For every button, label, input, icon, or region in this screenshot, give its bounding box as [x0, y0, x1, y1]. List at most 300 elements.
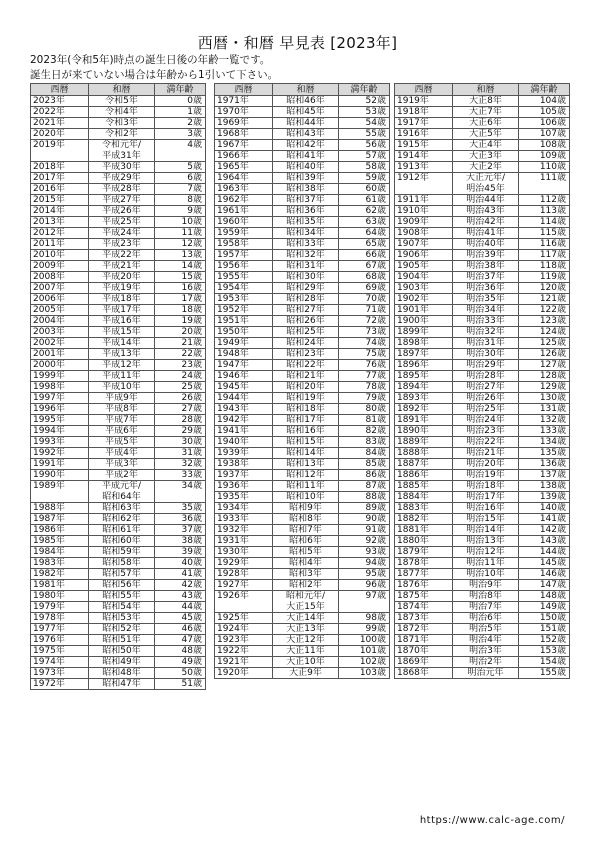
cell-seireki: 1897年 [395, 349, 453, 360]
cell-age: 8歳 [155, 195, 206, 206]
cell-wareki: 昭和56年 [89, 580, 155, 591]
table-row [395, 404, 570, 415]
cell-age: 28歳 [155, 415, 206, 426]
cell-seireki: 1912年 [395, 173, 453, 195]
table-row [31, 129, 206, 140]
cell-wareki: 平成29年 [89, 173, 155, 184]
cell-age: 77歳 [339, 371, 390, 382]
cell-seireki: 1981年 [31, 580, 89, 591]
cell-wareki: 平成22年 [89, 250, 155, 261]
cell-age: 12歳 [155, 239, 206, 250]
table-row [215, 569, 390, 580]
cell-age: 75歳 [339, 349, 390, 360]
table-row [31, 404, 206, 415]
cell-age: 66歳 [339, 250, 390, 261]
table-row [395, 195, 570, 206]
cell-seireki: 1942年 [215, 415, 273, 426]
table-row [31, 338, 206, 349]
cell-seireki: 1940年 [215, 437, 273, 448]
cell-wareki: 昭和37年 [273, 195, 339, 206]
table-row [395, 393, 570, 404]
cell-age: 92歳 [339, 536, 390, 547]
cell-wareki: 大正7年 [453, 107, 519, 118]
cell-seireki: 1960年 [215, 217, 273, 228]
cell-seireki: 1914年 [395, 151, 453, 162]
cell-wareki: 平成9年 [89, 393, 155, 404]
cell-seireki: 1924年 [215, 624, 273, 635]
cell-seireki: 1891年 [395, 415, 453, 426]
cell-wareki: 明治6年 [453, 613, 519, 624]
table-row [395, 657, 570, 668]
cell-wareki: 明治4年 [453, 635, 519, 646]
cell-age: 17歳 [155, 294, 206, 305]
cell-seireki: 1950年 [215, 327, 273, 338]
cell-seireki: 1975年 [31, 646, 89, 657]
cell-wareki: 明治2年 [453, 657, 519, 668]
table-row [215, 404, 390, 415]
table-row [31, 162, 206, 173]
cell-wareki: 昭和22年 [273, 360, 339, 371]
cell-wareki: 昭和21年 [273, 371, 339, 382]
cell-age: 53歳 [339, 107, 390, 118]
cell-wareki: 平成元年/ 昭和64年 [89, 481, 155, 503]
cell-seireki: 2018年 [31, 162, 89, 173]
cell-age: 45歳 [155, 613, 206, 624]
cell-wareki: 明治37年 [453, 272, 519, 283]
cell-wareki: 平成3年 [89, 459, 155, 470]
table-row [31, 635, 206, 646]
cell-age: 93歳 [339, 547, 390, 558]
cell-wareki: 昭和44年 [273, 118, 339, 129]
table-row [31, 602, 206, 613]
cell-seireki: 1937年 [215, 470, 273, 481]
table-row [31, 228, 206, 239]
table-row [215, 646, 390, 657]
cell-wareki: 明治22年 [453, 437, 519, 448]
age-table-3 [394, 83, 570, 679]
table-row [395, 426, 570, 437]
cell-age: 63歳 [339, 217, 390, 228]
table-row [31, 360, 206, 371]
cell-age: 70歳 [339, 294, 390, 305]
cell-wareki: 昭和39年 [273, 173, 339, 184]
cell-wareki: 平成28年 [89, 184, 155, 195]
header-age: 満年齢 [519, 84, 570, 96]
cell-seireki: 2007年 [31, 283, 89, 294]
cell-wareki: 明治38年 [453, 261, 519, 272]
table-row [395, 371, 570, 382]
table-row [395, 514, 570, 525]
cell-age: 98歳 [339, 613, 390, 624]
cell-seireki: 1868年 [395, 668, 453, 679]
cell-age: 61歳 [339, 195, 390, 206]
cell-wareki: 昭和26年 [273, 316, 339, 327]
table-row [395, 569, 570, 580]
table-row [215, 96, 390, 107]
table-row [215, 206, 390, 217]
table-row [215, 536, 390, 547]
cell-seireki: 1911年 [395, 195, 453, 206]
cell-seireki: 1997年 [31, 393, 89, 404]
cell-wareki: 大正2年 [453, 162, 519, 173]
cell-wareki: 明治28年 [453, 371, 519, 382]
cell-wareki: 昭和57年 [89, 569, 155, 580]
cell-wareki: 昭和16年 [273, 426, 339, 437]
cell-seireki: 2000年 [31, 360, 89, 371]
table-row [31, 239, 206, 250]
cell-age: 49歳 [155, 657, 206, 668]
cell-wareki: 明治14年 [453, 525, 519, 536]
cell-seireki: 1890年 [395, 426, 453, 437]
table-row [31, 624, 206, 635]
table-row [215, 481, 390, 492]
cell-seireki: 1896年 [395, 360, 453, 371]
cell-wareki: 昭和元年/ 大正15年 [273, 591, 339, 613]
cell-age: 13歳 [155, 250, 206, 261]
cell-age: 79歳 [339, 393, 390, 404]
table-row [31, 206, 206, 217]
table-row [31, 195, 206, 206]
cell-seireki: 1913年 [395, 162, 453, 173]
cell-wareki: 平成21年 [89, 261, 155, 272]
table-row [31, 382, 206, 393]
table-row [215, 250, 390, 261]
table-row [395, 206, 570, 217]
table-row [395, 338, 570, 349]
cell-age: 68歳 [339, 272, 390, 283]
table-row [215, 107, 390, 118]
table-row [31, 349, 206, 360]
cell-seireki: 2023年 [31, 96, 89, 107]
table-row [395, 360, 570, 371]
cell-age: 113歳 [519, 206, 570, 217]
cell-seireki: 1930年 [215, 547, 273, 558]
cell-seireki: 2019年 [31, 140, 89, 162]
cell-seireki: 1904年 [395, 272, 453, 283]
cell-age: 101歳 [339, 646, 390, 657]
cell-seireki: 1918年 [395, 107, 453, 118]
cell-age: 133歳 [519, 426, 570, 437]
cell-wareki: 昭和3年 [273, 569, 339, 580]
table-row [215, 448, 390, 459]
cell-wareki: 明治10年 [453, 569, 519, 580]
cell-wareki: 平成30年 [89, 162, 155, 173]
note-line-2: 誕生日が来ていない場合は年齢から1引いて下さい。 [30, 69, 279, 81]
cell-age: 104歳 [519, 96, 570, 107]
cell-age: 78歳 [339, 382, 390, 393]
cell-age: 16歳 [155, 283, 206, 294]
cell-seireki: 1949年 [215, 338, 273, 349]
cell-seireki: 1875年 [395, 591, 453, 602]
cell-age: 10歳 [155, 217, 206, 228]
cell-age: 50歳 [155, 668, 206, 679]
table-row [31, 272, 206, 283]
table-row [395, 305, 570, 316]
cell-age: 145歳 [519, 558, 570, 569]
cell-wareki: 平成25年 [89, 217, 155, 228]
table-row [31, 184, 206, 195]
cell-seireki: 1952年 [215, 305, 273, 316]
cell-seireki: 1953年 [215, 294, 273, 305]
cell-age: 26歳 [155, 393, 206, 404]
cell-age: 52歳 [339, 96, 390, 107]
cell-age: 96歳 [339, 580, 390, 591]
cell-seireki: 1984年 [31, 547, 89, 558]
cell-seireki: 1917年 [395, 118, 453, 129]
cell-seireki: 2017年 [31, 173, 89, 184]
cell-seireki: 1987年 [31, 514, 89, 525]
cell-age: 109歳 [519, 151, 570, 162]
cell-wareki: 昭和12年 [273, 470, 339, 481]
cell-age: 15歳 [155, 272, 206, 283]
table-row [215, 371, 390, 382]
cell-seireki: 1994年 [31, 426, 89, 437]
cell-wareki: 昭和60年 [89, 536, 155, 547]
table-row [31, 470, 206, 481]
cell-wareki: 昭和24年 [273, 338, 339, 349]
cell-seireki: 1900年 [395, 316, 453, 327]
table-row [215, 261, 390, 272]
table-row [215, 657, 390, 668]
cell-age: 71歳 [339, 305, 390, 316]
cell-wareki: 平成15年 [89, 327, 155, 338]
cell-age: 83歳 [339, 437, 390, 448]
cell-age: 142歳 [519, 525, 570, 536]
cell-age: 58歳 [339, 162, 390, 173]
cell-seireki: 1941年 [215, 426, 273, 437]
cell-wareki: 明治32年 [453, 327, 519, 338]
cell-wareki: 昭和19年 [273, 393, 339, 404]
table-row [395, 547, 570, 558]
cell-age: 119歳 [519, 272, 570, 283]
table-row [215, 426, 390, 437]
cell-seireki: 1880年 [395, 536, 453, 547]
table-row [395, 415, 570, 426]
cell-seireki: 1882年 [395, 514, 453, 525]
cell-wareki: 昭和38年 [273, 184, 339, 195]
cell-seireki: 1929年 [215, 558, 273, 569]
cell-age: 148歳 [519, 591, 570, 602]
cell-seireki: 2022年 [31, 107, 89, 118]
table-row [31, 393, 206, 404]
table-row [395, 228, 570, 239]
cell-age: 122歳 [519, 305, 570, 316]
cell-wareki: 昭和18年 [273, 404, 339, 415]
table-row [395, 140, 570, 151]
cell-wareki: 平成4年 [89, 448, 155, 459]
cell-seireki: 2015年 [31, 195, 89, 206]
cell-age: 89歳 [339, 503, 390, 514]
cell-seireki: 1972年 [31, 679, 89, 690]
table-row [395, 580, 570, 591]
cell-age: 31歳 [155, 448, 206, 459]
cell-seireki: 1990年 [31, 470, 89, 481]
cell-seireki: 1920年 [215, 668, 273, 679]
table-row [31, 679, 206, 690]
cell-wareki: 昭和55年 [89, 591, 155, 602]
cell-wareki: 昭和51年 [89, 635, 155, 646]
cell-seireki: 1876年 [395, 580, 453, 591]
cell-age: 65歳 [339, 239, 390, 250]
cell-wareki: 明治39年 [453, 250, 519, 261]
table-row [215, 503, 390, 514]
cell-seireki: 1973年 [31, 668, 89, 679]
cell-wareki: 昭和30年 [273, 272, 339, 283]
cell-seireki: 1957年 [215, 250, 273, 261]
cell-age: 59歳 [339, 173, 390, 184]
cell-wareki: 大正10年 [273, 657, 339, 668]
cell-wareki: 昭和43年 [273, 129, 339, 140]
table-row [395, 613, 570, 624]
cell-age: 149歳 [519, 602, 570, 613]
cell-wareki: 明治34年 [453, 305, 519, 316]
cell-age: 106歳 [519, 118, 570, 129]
cell-age: 44歳 [155, 602, 206, 613]
cell-seireki: 1986年 [31, 525, 89, 536]
table-row [395, 646, 570, 657]
table-row [215, 217, 390, 228]
cell-age: 47歳 [155, 635, 206, 646]
cell-seireki: 1935年 [215, 492, 273, 503]
cell-wareki: 昭和46年 [273, 96, 339, 107]
cell-age: 102歳 [339, 657, 390, 668]
cell-wareki: 昭和50年 [89, 646, 155, 657]
cell-seireki: 1996年 [31, 404, 89, 415]
cell-wareki: 明治8年 [453, 591, 519, 602]
table-row [215, 492, 390, 503]
cell-wareki: 明治36年 [453, 283, 519, 294]
cell-wareki: 大正6年 [453, 118, 519, 129]
cell-wareki: 昭和62年 [89, 514, 155, 525]
table-row [395, 437, 570, 448]
table-row [31, 327, 206, 338]
cell-wareki: 昭和33年 [273, 239, 339, 250]
cell-seireki: 1871年 [395, 635, 453, 646]
table-row [395, 602, 570, 613]
cell-age: 105歳 [519, 107, 570, 118]
table-row [31, 591, 206, 602]
cell-age: 80歳 [339, 404, 390, 415]
cell-seireki: 1959年 [215, 228, 273, 239]
cell-age: 32歳 [155, 459, 206, 470]
cell-wareki: 明治13年 [453, 536, 519, 547]
cell-age: 135歳 [519, 448, 570, 459]
cell-seireki: 2005年 [31, 305, 89, 316]
table-row [395, 272, 570, 283]
table-row [215, 382, 390, 393]
cell-wareki: 平成14年 [89, 338, 155, 349]
cell-age: 130歳 [519, 393, 570, 404]
cell-age: 30歳 [155, 437, 206, 448]
table-row [215, 283, 390, 294]
cell-age: 55歳 [339, 129, 390, 140]
table-row [31, 437, 206, 448]
cell-wareki: 平成11年 [89, 371, 155, 382]
cell-age: 27歳 [155, 404, 206, 415]
cell-wareki: 昭和8年 [273, 514, 339, 525]
note-line-1: 2023年(令和5年)時点の誕生日後の年齢一覧です。 [30, 54, 271, 66]
cell-seireki: 1979年 [31, 602, 89, 613]
table-row [215, 195, 390, 206]
cell-wareki: 平成27年 [89, 195, 155, 206]
cell-wareki: 明治18年 [453, 481, 519, 492]
cell-wareki: 明治33年 [453, 316, 519, 327]
cell-wareki: 明治30年 [453, 349, 519, 360]
cell-wareki: 明治31年 [453, 338, 519, 349]
table-row [395, 239, 570, 250]
cell-age: 139歳 [519, 492, 570, 503]
table-row [395, 635, 570, 646]
cell-seireki: 2001年 [31, 349, 89, 360]
cell-wareki: 昭和58年 [89, 558, 155, 569]
table-row [215, 294, 390, 305]
cell-wareki: 昭和28年 [273, 294, 339, 305]
cell-seireki: 2020年 [31, 129, 89, 140]
table-row [31, 261, 206, 272]
cell-seireki: 1927年 [215, 580, 273, 591]
cell-wareki: 昭和7年 [273, 525, 339, 536]
cell-wareki: 昭和25年 [273, 327, 339, 338]
cell-age: 90歳 [339, 514, 390, 525]
table-row [215, 613, 390, 624]
cell-seireki: 1901年 [395, 305, 453, 316]
cell-seireki: 1961年 [215, 206, 273, 217]
cell-seireki: 1895年 [395, 371, 453, 382]
table-row [215, 668, 390, 679]
cell-wareki: 昭和49年 [89, 657, 155, 668]
table-row [31, 514, 206, 525]
cell-wareki: 令和4年 [89, 107, 155, 118]
cell-seireki: 1956年 [215, 261, 273, 272]
table-row [395, 129, 570, 140]
table-row [395, 481, 570, 492]
cell-age: 6歳 [155, 173, 206, 184]
cell-seireki: 1932年 [215, 525, 273, 536]
cell-seireki: 1883年 [395, 503, 453, 514]
cell-wareki: 大正8年 [453, 96, 519, 107]
cell-age: 112歳 [519, 195, 570, 206]
cell-seireki: 1951年 [215, 316, 273, 327]
cell-wareki: 明治29年 [453, 360, 519, 371]
cell-age: 125歳 [519, 338, 570, 349]
cell-wareki: 明治16年 [453, 503, 519, 514]
cell-wareki: 明治15年 [453, 514, 519, 525]
cell-wareki: 大正14年 [273, 613, 339, 624]
cell-wareki: 昭和6年 [273, 536, 339, 547]
cell-age: 3歳 [155, 129, 206, 140]
cell-wareki: 令和元年/ 平成31年 [89, 140, 155, 162]
cell-seireki: 1945年 [215, 382, 273, 393]
cell-wareki: 昭和35年 [273, 217, 339, 228]
cell-age: 116歳 [519, 239, 570, 250]
table-row [31, 305, 206, 316]
cell-seireki: 1907年 [395, 239, 453, 250]
cell-age: 5歳 [155, 162, 206, 173]
cell-age: 23歳 [155, 360, 206, 371]
cell-age: 18歳 [155, 305, 206, 316]
cell-age: 46歳 [155, 624, 206, 635]
table-header-row [31, 84, 206, 96]
cell-age: 20歳 [155, 327, 206, 338]
table-row [215, 272, 390, 283]
cell-wareki: 昭和59年 [89, 547, 155, 558]
cell-seireki: 2014年 [31, 206, 89, 217]
cell-wareki: 明治44年 [453, 195, 519, 206]
cell-wareki: 昭和45年 [273, 107, 339, 118]
table-row [395, 503, 570, 514]
table-row [215, 316, 390, 327]
cell-seireki: 1910年 [395, 206, 453, 217]
